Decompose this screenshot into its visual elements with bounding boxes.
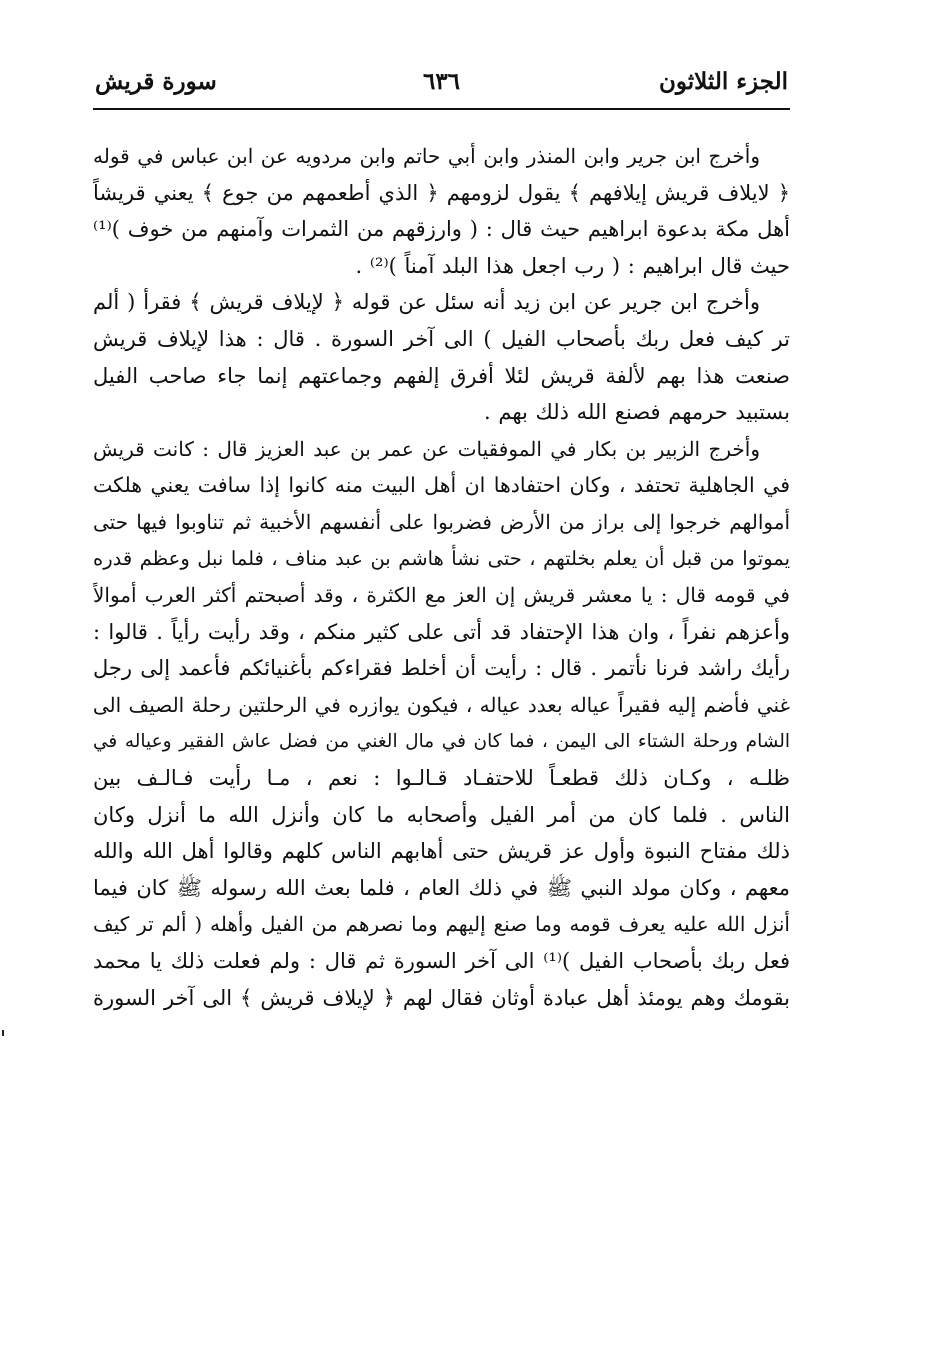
text-line: تر كيف فعل ربك بأصحاب الفيل ) الى آخر السورة . قال : هذا لإيلاف قريش (93, 326, 790, 351)
paragraph-2 (93, 284, 790, 430)
text-line: أموالهم خرجوا إلى براز من الأرض فضربوا على أنفسهم الأخبية ثم تناوبوا فيها حتى (93, 509, 790, 534)
header-rule (93, 108, 790, 110)
text-line: يموتوا من قبل أن يعلم بخلتهم ، حتى نشأ هاشم بن عبد مناف ، فلما نبل وعظم قدره (93, 546, 790, 570)
text-line: غني فأضم إليه فقيراً عياله بعدد عياله ، فيكون يوازره في الرحلتين رحلة الصيف الى (93, 692, 790, 717)
text-line: في قومه قال : يا معشر قريش إن العز مع الكثرة ، وقد أصبحتم أكثر العرب أموالاً (93, 583, 790, 608)
surah-title: سورة قريش (95, 68, 217, 95)
text-line: ذلك مفتاح النبوة وأول عز قريش حتى أهابهم الناس كلهم وقالوا أهل الله والله (93, 839, 790, 864)
paragraph-1 (93, 138, 790, 284)
text-line: وأخرج ابن جرير وابن المنذر وابن أبي حاتم وابن مردويه عن ابن عباس في قوله (93, 144, 760, 168)
paragraph-3 (93, 431, 790, 1017)
text-line: رأيك راشد فرنا نأتمر . قال : رأيت أن أخلط فقراءكم بأغنيائكم فأعمد إلى رجل (93, 656, 790, 681)
text-line: ظلـه ، وكـان ذلك قطعـاً للاحتفـاد قـالـوا : نعم ، مـا رأيت فـالـف بين (93, 766, 790, 791)
text-line: الناس . فلما كان من أمر الفيل وأصحابه ما كان وأنزل الله ما أنزل وكان (93, 802, 790, 827)
text-line: وأخرج الزبير بن بكار في الموفقيات عن عمر بن عبد العزيز قال : كانت قريش (93, 436, 760, 461)
text-line: حيث قال ابراهيم : ( رب اجعل هذا البلد آمناً )⁽²⁾ . (355, 253, 790, 278)
text-line: معهم ، وكان مولد النبي ﷺ في ذلك العام ، فلما بعث الله رسوله ﷺ كان فيما (93, 875, 790, 900)
text-line: صنعت هذا بهم لألفة قريش لئلا أفرق إلفهم وجماعتهم إنما جاء صاحب الفيل (93, 363, 790, 388)
text-line: وأخرج ابن جرير عن ابن زيد أنه سئل عن قوله ﴿ لإيلاف قريش ﴾ فقرأ ( ألم (93, 290, 760, 315)
text-line: بقومك وهم يومئذ أهل عبادة أوثان فقال لهم ﴿ لإيلاف قريش ﴾ الى آخر السورة (93, 985, 790, 1010)
page-number: ٦٣٦ (422, 68, 461, 95)
text-line: أنزل الله عليه يعرف قومه وما صنع إليهم وما نصرهم من الفيل وأهله ( ألم تر كيف (93, 912, 790, 937)
text-line: في الجاهلية تحتفد ، وكان احتفادها ان أهل البيت منه كانوا إذا سافت يعني هلكت (93, 473, 790, 498)
text-line: فعل ربك بأصحاب الفيل )⁽¹⁾ الى آخر السورة ثم قال : ولم فعلت ذلك يا محمد (93, 949, 790, 974)
text-line: أهل مكة بدعوة ابراهيم حيث قال : ( وارزقهم من الثمرات وآمنهم من خوف )⁽¹⁾ (93, 217, 790, 242)
part-title: الجزء الثلاثون (659, 68, 788, 95)
text-line: ﴿ لايلاف قريش إيلافهم ﴾ يقول لزومهم ﴿ الذي أطعمهم من جوع ﴾ يعني قريشاً (93, 180, 790, 205)
body-text (93, 138, 790, 1016)
text-line: وأعزهم نفراً ، وان هذا الإحتفاد قد أتى على كثير منكم ، وقد رأيت رأياً . قالوا : (93, 619, 790, 644)
running-header (93, 62, 790, 106)
text-line: الشام ورحلة الشتاء الى اليمن ، فما كان في مال الغني من فضل عاش الفقير وعياله في (93, 730, 790, 752)
text-line: بستبيد حرمهم فصنع الله ذلك بهم . (484, 400, 790, 425)
scan-edge-mark (2, 1030, 4, 1036)
